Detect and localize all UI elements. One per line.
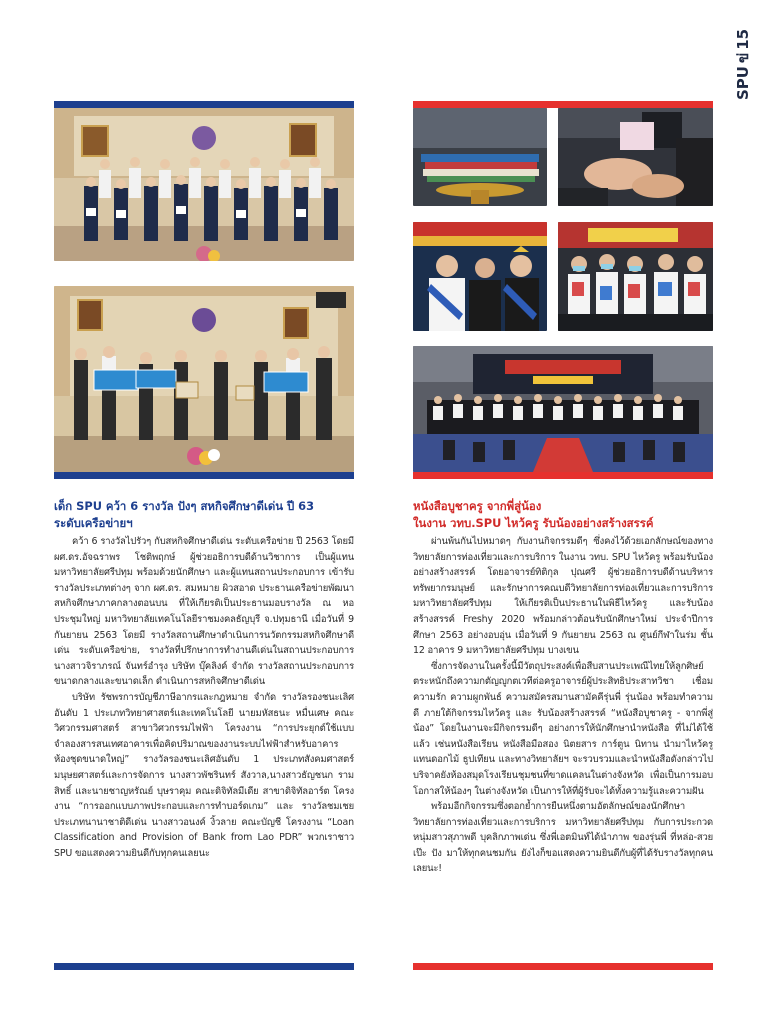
left-column-bottom-bar: [54, 963, 354, 970]
left-article-headline: [54, 498, 354, 532]
award-ceremony-group-photo: [54, 108, 354, 261]
left-article: [54, 498, 354, 861]
right-column-top-bar: [413, 101, 713, 108]
right-article-headline: [413, 498, 713, 532]
left-article-paragraph-2: บริษัท รัชพรการบัญชีภาษีอากรและกฎหมาย จำกัด รางวัลรองชนะเลิศอันดับ 1 ประเภทวิทยาศาสตร์และเทคโนโลยี นายมหัสธนะ หมื่นเศษ คณะวิศวกรรมศาสตร์ สาขาวิศวกรรมไฟฟ้า โครงงาน “การประยุกต์ใช้แบบจำลองสารสนเทศอาคารเพื่อคิดปริมาณของงานระบบไฟฟ้าสำหรับอาคารห้องชุดขนาดใหญ่” รางวัลรองชนะเลิศอันดับ 1 ประเภทสังคมศาสตร์ มนุษยศาสตร์และการจัดการ นางสาวพัชรินทร์ สังวาล,นางสาวธัญชนก รามสิทธิ์ และนายชาญหรัณย์ บุษราคุม คณะดิจิทัลมีเดีย สาขาดิจิทัลอาร์ต โครงงาน “การออกแบบภาพประกอบและการทำบอร์ดเกม” และ รางวัลชมเชย ประเภทนานาชาติดีเด่น นางสาวอนงค์ งิ้วลาย คณะบัญชี โครงงาน “Loan Classification and Provision of Bank from Lao PDR” พวกเราชาว SPU ขอแสดงความยินดีกับทุกคนเลยนะ: [54, 691, 354, 859]
right-article-paragraph-1: ผ่านพ้นกันไปหมาดๆ กับงานกิจกรรมดีๆ ซึ่งคงไว้ด้วยเอกลักษณ์ของทางวิทยาลัยการท่องเที่ยวและการบริการ ในงาน วทบ. SPU ไหว้ครู พร้อมรับน้องอย่างสร้างสรรค์ โดยอาจารย์ทิติกุล ปุณศรี ผู้ช่วยอธิการบดีด้านบริหารทรัพยากรมนุษย์ และรักษาการคณบดีวิทยาลัยการท่องเที่ยวและการบริการ มหาวิทยาลัยศรีปทุม ให้เกียรติเป็นประธานในพิธีไหว้ครู และรับน้องสร้างสรรค์ Freshy 2020 พร้อมกล่าวต้อนรับนักศึกษาใหม่ ประจำปีการศึกษา 2563 อย่างอบอุ่น เมื่อวันที่ 9 กันยายน 2563 ณ ศูนย์กีฬาในร่ม ชั้น 12 อาคาร 9 มหาวิทยาลัยศรีปทุม บางเขน: [413, 536, 713, 657]
check-presentation-photo: [54, 286, 354, 472]
right-column-bottom-bar: [413, 963, 713, 970]
right-article-body: [413, 534, 713, 877]
books-on-gold-tray-photo: [413, 108, 547, 206]
magazine-brand: SPU: [734, 66, 752, 100]
right-article-headline-line-2: ในงาน วทบ.SPU ไหว้ครู รับน้องอย่างสร้างสรรค์: [413, 516, 654, 530]
left-article-headline-line-2: ระดับเครือข่ายฯ: [54, 516, 133, 530]
student-ambassadors-photo: [413, 222, 547, 331]
right-article: [413, 498, 713, 877]
right-article-headline-line-1: หนังสือบูชาครู จากพี่สู่น้อง: [413, 499, 542, 513]
page-number: 15: [734, 28, 752, 50]
wrist-tying-ceremony-photo: [558, 108, 713, 206]
left-article-headline-line-1: เด็ก SPU คว้า 6 รางวัล ปังๆ สหกิจศึกษาดีเด่น ปี 63: [54, 499, 315, 513]
students-holding-books-photo: [558, 222, 713, 331]
freshy-2020-hall-group-photo: [413, 346, 713, 472]
left-article-paragraph-1: คว้า 6 รางวัลไปรัวๆ กับสหกิจศึกษาดีเด่น ระดับเครือข่าย ปี 2563 โดยมี ผศ.ดร.อัจฉราพร โชติพฤกษ์ ผู้ช่วยอธิการบดีด้านวิชาการ เป็นผู้แทนมหาวิทยาลัยศรีปทุม พร้อมด้วยนักศึกษา และผู้แทนสถานประกอบการ เข้ารับรางวัลประเภทต่างๆ จาก ผศ.ดร. สมหมาย ผิวสอาด ประธานเครือข่ายพัฒนาสหกิจศึกษาภาคกลางตอนบน ที่ให้เกียรติเป็นประธานมอบรางวัล ณ หอประชุมใหญ่ มหาวิทยาลัยเทคโนโลยีราชมงคลธัญบุรี จ.ปทุมธานี เมื่อวันที่ 9 กันยายน 2563 โดยมี รางวัลสถานศึกษาดำเนินการนวัตกรรมสหกิจศึกษาดีเด่น ระดับเครือข่าย, รางวัลที่ปรึกษาการทำงานดีเด่นในสถานประกอบการ นางสาวจิราภรณ์ จันทร์อำรุง บริษัท บุ๊คลิงค์ จำกัด รางวัลสถานประกอบการขนาดกลางและขนาดเล็ก ดำเนินการสหกิจศึกษาดีเด่น: [54, 536, 354, 688]
page-header-mark: [732, 28, 754, 100]
right-photo-bottom-bar: [413, 472, 713, 479]
left-article-body: [54, 534, 354, 861]
right-article-paragraph-2: ซึ่งการจัดงานในครั้งนี้มีวัตถุประสงค์เพื่อสืบสานประเพณีไทยให้ลูกศิษย์ตระหนักถึงความกตัญญูกตเวทีต่อครูอาจารย์ผู้ประสิทธิประสาทวิชา เชื่อมความรัก ความผูกพันธ์ ความสมัครสมานสามัคคีรุ่นพี่ รุ่นน้อง พร้อมทำความดี ภายใต้กิจกรรมไหว้ครู และ รับน้องสร้างสรรค์ “หนังสือบูชาครู - จากพี่สู่น้อง” โดยในงานจะมีกิจกรรมดีๆ อย่างการให้นักศึกษานำหนังสือ ที่ไม่ได้ใช้แล้ว เช่นหนังสือเรียน หนังสือมือสอง นิตยสาร การ์ตูน นิทาน นำมาไหว้ครู แทนดอกไม้ ธูปเทียน และทางวิทยาลัยฯ จะรวบรวมและนำหนังสือดังกล่าวไปบริจาคยังห้องสมุดโรงเรียนชุมชนที่ขาดแคลนในต่างจังหวัด เพื่อเป็นการมอบโอกาสให้น้องๆ ในต่างจังหวัด เป็นการให้ที่ผู้รับจะได้ทั้งความรู้และความฝัน: [413, 660, 713, 797]
right-article-paragraph-3: พร้อมอีกกิจกรรมซึ่งตอกย้ำการยืนหนึ่งตามอัตลักษณ์ของนักศึกษาวิทยาลัยการท่องเที่ยวและการบริการ มหาวิทยาลัยศรีปทุม กับการประกวดหนุ่มสาวสุภาพดี บุคลิกภาพเด่น ซึ่งพี่เอตมินท์ได้นำภาพ ของรุ่นพี่ ที่หล่อ-สวย เป๊ะ ปัง มาให้ทุกคนชมกัน ยังไงก็ขอแสดงความยินดีกับผู้ที่ได้รับรางวัลทุกคนเลยนะ!: [413, 801, 713, 875]
left-photo-bottom-bar: [54, 472, 354, 479]
magazine-mark-glyph: ข่: [734, 52, 752, 64]
left-column-top-bar: [54, 101, 354, 108]
